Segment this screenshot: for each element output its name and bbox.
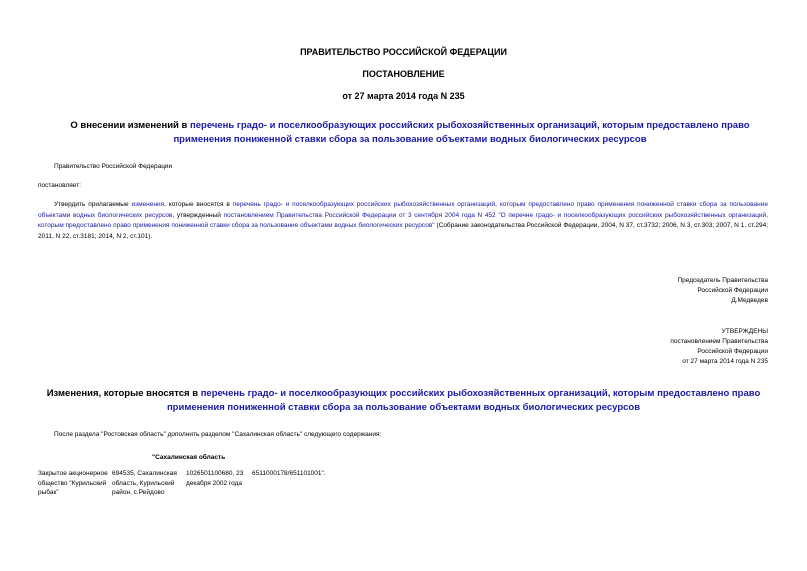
table-cell-inn-kpp: 6511000178/651101001". — [252, 470, 326, 477]
changes-title — [38, 387, 769, 415]
body-paragraph — [38, 200, 768, 242]
table-cell-address: 694535, Сахалинская область, Курильский район, с.Рейдово — [112, 470, 177, 497]
date-number: от 27 марта 2014 года N 235 — [342, 91, 465, 101]
body-text-2: , которые вносятся в — [164, 201, 233, 208]
body-text-4: (Собрание законодательства Российской Федерации, 2004, N 37, ст.3732; 2006, N 3, ст.303; 2007, N 1, ст.294; 2011, N 22, ст.3181; 2014, N 2, ст.101). — [38, 222, 768, 240]
approval-line-1: УТВЕРЖДЕНЫ — [721, 328, 768, 335]
signature-line-2: Российской Федерации — [697, 287, 768, 294]
body-text-1: Утвердить прилагаемые — [54, 201, 132, 208]
signature-line-1: Председатель Правительства — [677, 277, 768, 284]
signature-name: Д.Медведев — [731, 297, 768, 304]
approval-line-2: постановлением Правительства — [670, 338, 768, 345]
government-heading: ПРАВИТЕЛЬСТВО РОССИЙСКОЙ ФЕДЕРАЦИИ — [300, 47, 507, 57]
document-type: ПОСТАНОВЛЕНИЕ — [362, 69, 445, 79]
resolution-452-link[interactable]: постановлением Правительства Российской Федерации от 3 сентября 2004 года N 452 "О перечне градо- и поселкообразующих российских рыбохозяйственных организаций, которым предоставлено право применения пониженной ставки сбора за пользование объектами водных биологических ресурсов" — [38, 211, 768, 229]
title-list-link[interactable]: перечень градо- и поселкообразующих российских рыбохозяйственных организаций, которым предоставлено право применения пониженной ставки сбора за пользование объектами водных биологических ресурсов — [173, 120, 750, 145]
table-cell-ogrn-date: 1026501100680, 23 декабря 2002 года — [186, 470, 244, 487]
document-title — [52, 119, 768, 147]
approval-line-4: от 27 марта 2014 года N 235 — [682, 358, 768, 365]
list-link[interactable]: перечень градо- и поселкообразующих российских рыбохозяйственных организаций, которым предоставлено право применения пониженной ставки сбора за пользование объектами водных биологических ресурсов — [38, 201, 768, 219]
approval-line-3: Российской Федерации — [697, 348, 768, 355]
title-prefix: О внесении изменений в — [70, 120, 190, 131]
body-text-3: , утвержденный — [172, 211, 224, 219]
table-section-header: "Сахалинская область — [152, 454, 226, 461]
changes-title-prefix: Изменения, которые вносятся в — [46, 388, 201, 399]
preamble-resolves: постановляет: — [38, 182, 81, 189]
approval-block — [670, 327, 768, 367]
signature-block — [677, 276, 768, 306]
changes-link[interactable]: изменения — [131, 201, 165, 208]
table-cell-organization: Закрытое акционерное общество "Курильский рыбак" — [38, 470, 108, 497]
changes-intro: После раздела "Ростовская область" дополнить разделом "Сахалинская область" следующего содержания: — [54, 431, 382, 438]
preamble-government: Правительство Российской Федерации — [54, 163, 173, 170]
changes-title-link[interactable]: перечень градо- и поселкообразующих российских рыбохозяйственных организаций, которым предоставлено право применения пониженной ставки сбора за пользование объектами водных биологических ресурсов — [166, 388, 761, 413]
